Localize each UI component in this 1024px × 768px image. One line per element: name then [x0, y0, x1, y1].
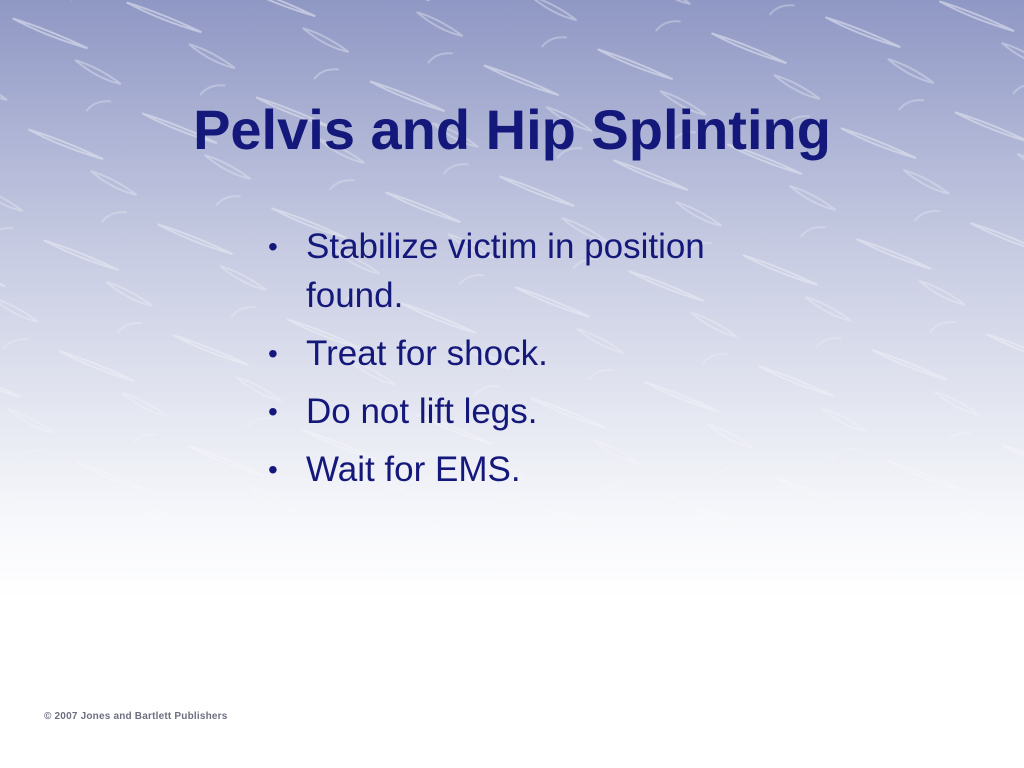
bullet-list	[262, 222, 782, 503]
bullet-item	[262, 445, 782, 494]
bullet-marker: •	[268, 231, 278, 262]
bullet-text: Wait for EMS.	[306, 450, 521, 489]
bullet-marker: •	[268, 338, 278, 369]
bullet-text: Do not lift legs.	[306, 392, 538, 431]
bullet-item	[262, 329, 782, 378]
bullet-item	[262, 387, 782, 436]
bullet-text: Treat for shock.	[306, 334, 548, 373]
bullet-marker: •	[268, 396, 278, 427]
bullet-text: Stabilize victim in position found.	[306, 227, 705, 315]
bullet-marker: •	[268, 454, 278, 485]
slide-title: Pelvis and Hip Splinting	[193, 98, 831, 161]
bullet-item	[262, 222, 782, 320]
copyright-footer: © 2007 Jones and Bartlett Publishers	[44, 711, 228, 722]
